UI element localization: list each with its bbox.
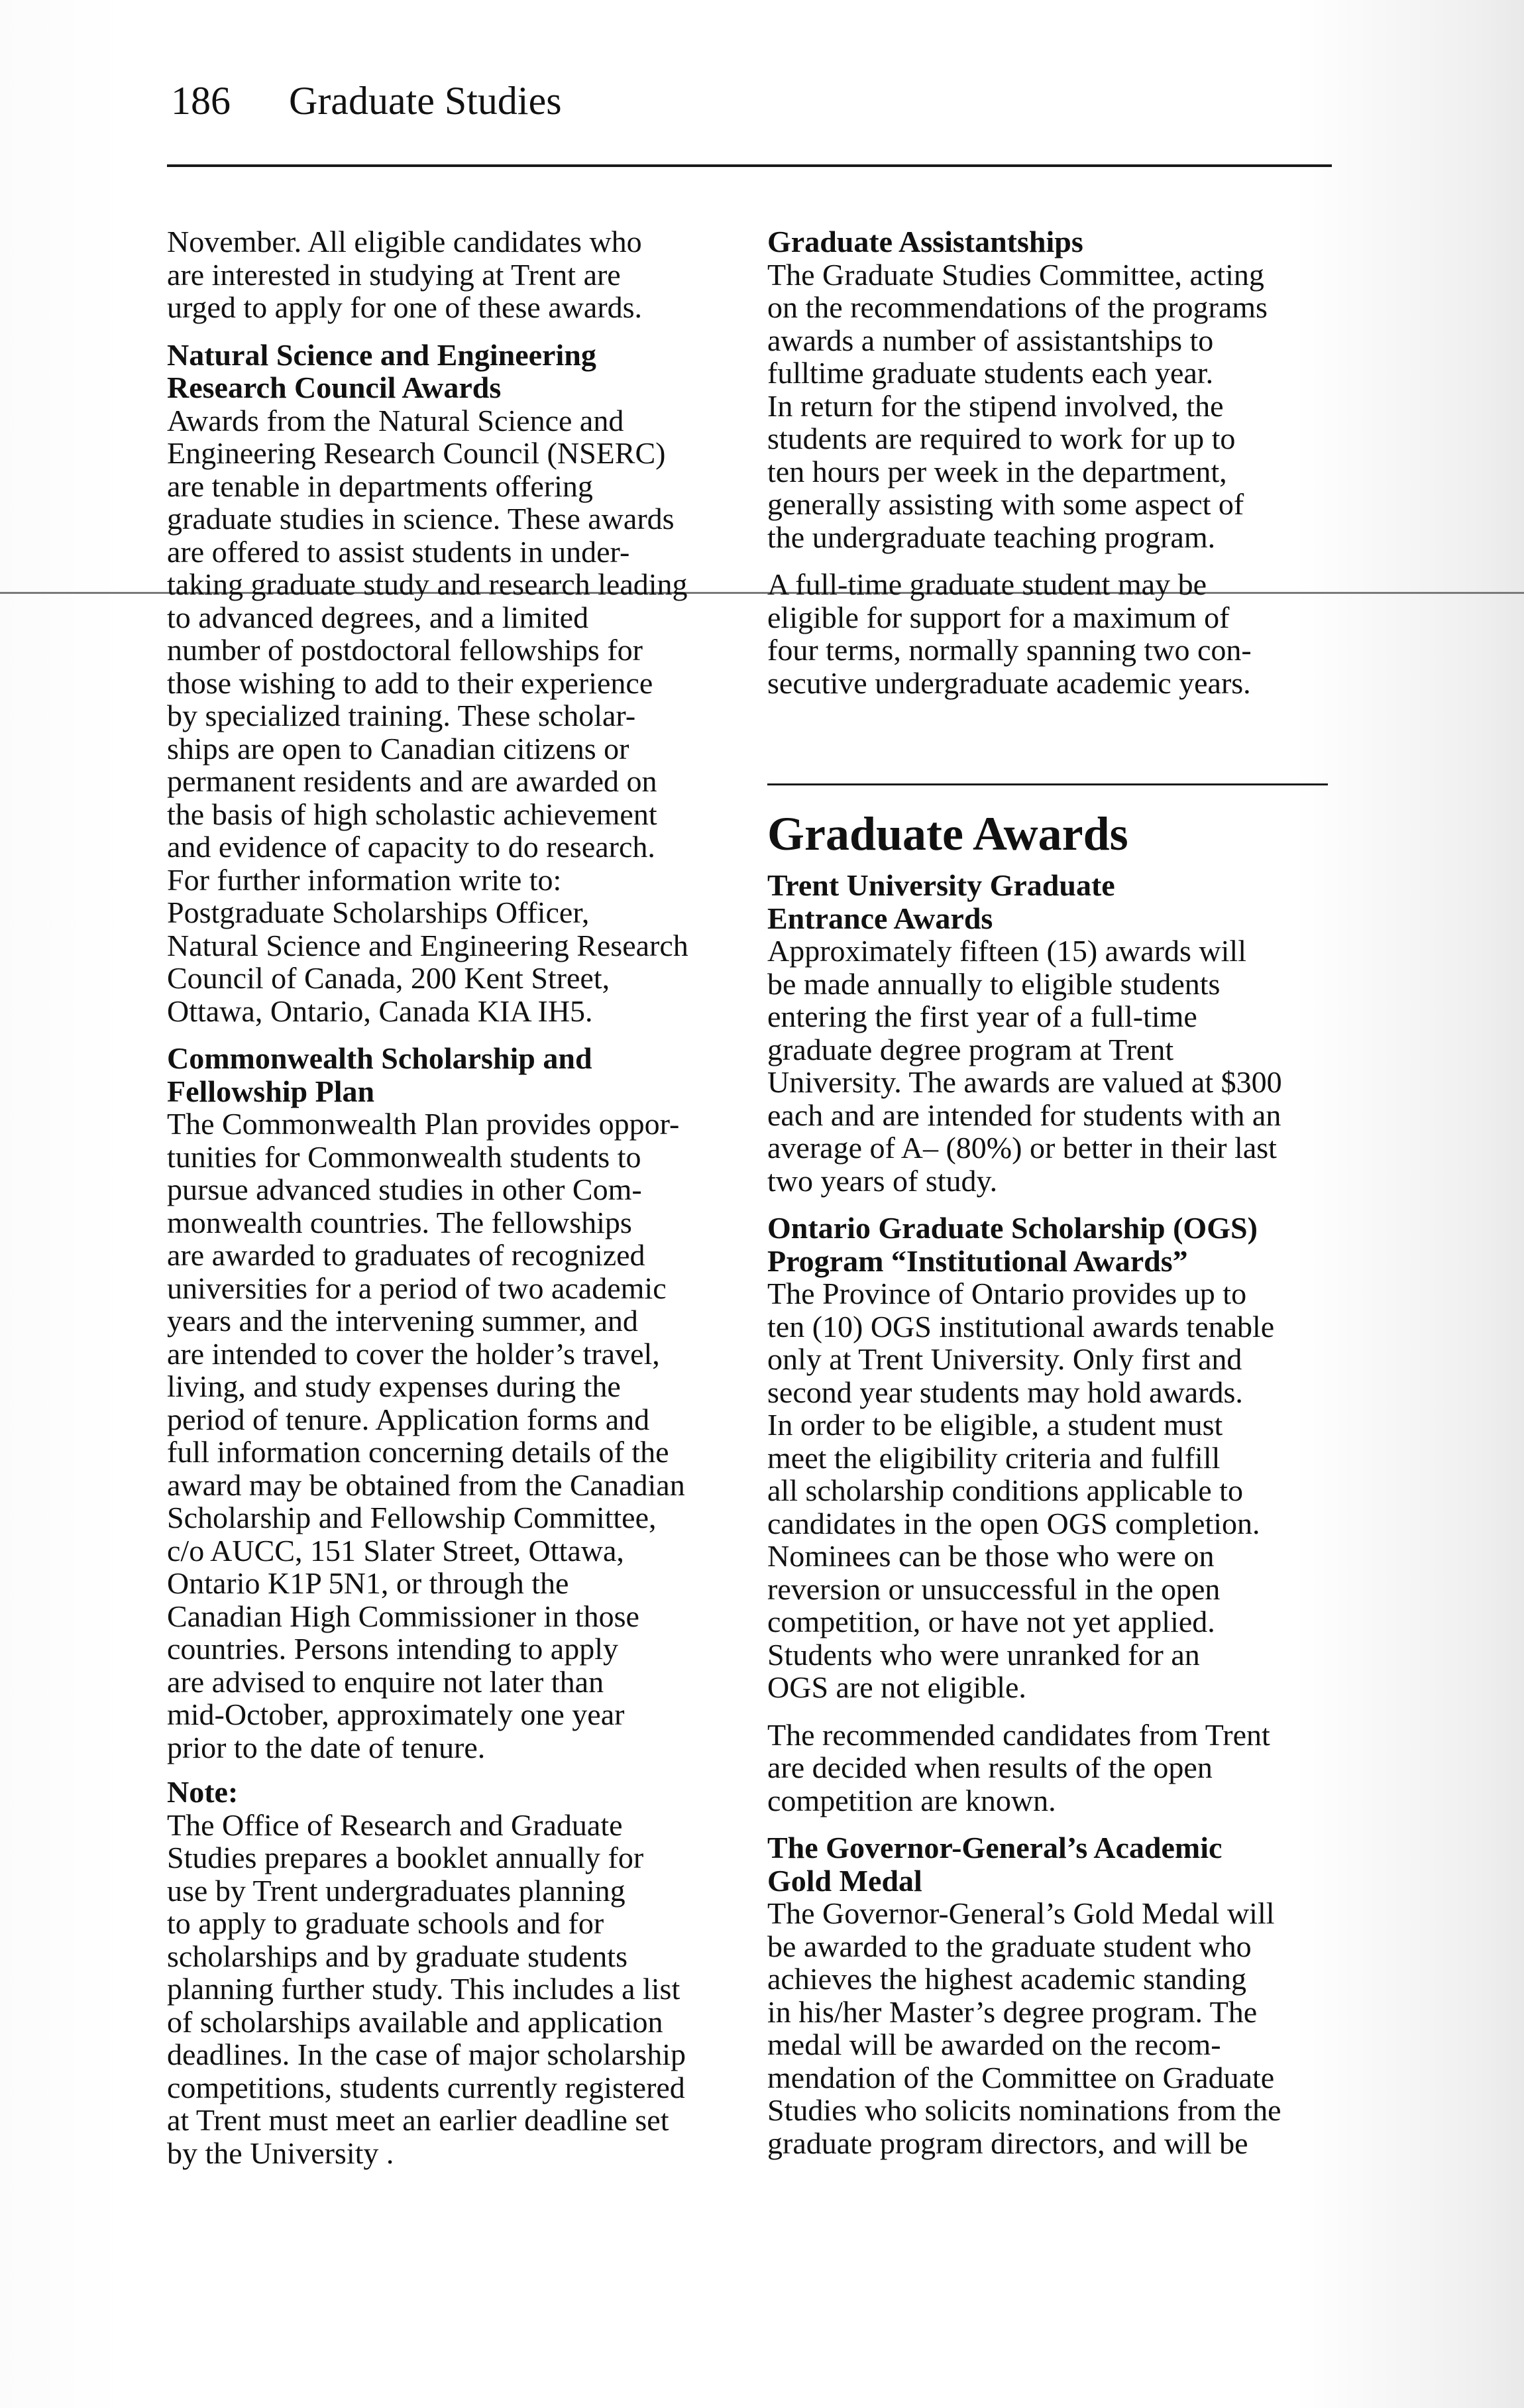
assistantships-paragraph-2: A full-time graduate student may be eligible for support for a maximum of four terms, normally spanning two con- secutive undergraduate academic years. <box>767 567 1252 700</box>
gold-medal-paragraph: The Governor-General’s Gold Medal will be awarded to the graduate student who achieves the highest academic standing in his/her Master’s degree program. The medal will be awarded on the recom- mendation of the Committee on Graduate Studies who solicits nominations from the graduate program directors, and will be <box>767 1896 1281 2160</box>
intro-paragraph: November. All eligible candidates who are interested in studying at Trent are urged to apply for one of these awards. <box>167 225 643 324</box>
ogs-heading: Ontario Graduate Scholarship (OGS) Program “Institutional Awards” <box>767 1211 1258 1278</box>
page-header <box>171 72 562 130</box>
assistantships-paragraph: The Graduate Studies Committee, acting on the recommendations of the programs awards a number of assistantships to fulltime graduate students each year. In return for the stipend involved, the students are required to work for up to ten hours per week in the department, generally assisting with some aspect of the undergraduate teaching program. <box>767 257 1268 554</box>
assistantships-heading: Graduate Assistantships <box>767 225 1083 258</box>
header-rule <box>167 164 1332 167</box>
entrance-awards-paragraph: Approximately fifteen (15) awards will be made annually to eligible students entering the first year of a full-time graduate degree program at Trent University. The awards are valued at $300 each and are intended for students with an average of A– (80%) or better in their last two years of study. <box>767 934 1282 1198</box>
left-column <box>167 225 750 2169</box>
note-paragraph: The Office of Research and Graduate Studies prepares a booklet annually for use by Trent undergraduates planning to apply to graduate schools and for scholarships and by graduate students planning further study. This includes a list of scholarships available and application deadlines. In the case of major scholarship competitions, students currently registered at Trent must meet an earlier deadline set by the University . <box>167 1807 686 2170</box>
running-title: Graduate Studies <box>289 79 562 123</box>
nserc-heading: Natural Science and Engineering Research Council Awards <box>167 337 596 404</box>
page-number: 186 <box>171 79 231 123</box>
entrance-awards-heading: Trent University Graduate Entrance Awards <box>767 868 1115 935</box>
right-column <box>767 225 1350 2160</box>
ogs-paragraph: The Province of Ontario provides up to ten (10) OGS institutional awards tenable only at Trent University. Only first and second year students may hold awards. In order to be eligible, a student must meet the eligibility criteria and fulfill all scholarship conditions applicable to candidates in the open OGS completion. Nominees can be those who were on reversion or unsuccessful in the open competition, or have not yet applied. Students who were unranked for an OGS are not eligible. <box>767 1277 1275 1704</box>
nserc-paragraph: Awards from the Natural Science and Engineering Research Council (NSERC) are tenable in departments offering graduate studies in science. These awards are offered to assist students in under- taking graduate study and research leading to advanced degrees, and a limited number of postdoctoral fellowships for those wishing to add to their experience by specialized training. These scholar- ships are open to Canadian citizens or permanent residents and are awarded on the basis of high scholastic achievement and evidence of capacity to do research. For further information write to: Postgraduate Scholarships Officer, Natural Science and Engineering Research Council of Canada, 200 Kent Street, Ottawa, Ontario, Canada KIA IH5. <box>167 403 688 1028</box>
section-title: Graduate Awards <box>767 807 1128 860</box>
ogs-paragraph-2: The recommended candidates from Trent are decided when results of the open competition are known. <box>767 1717 1270 1817</box>
commonwealth-paragraph: The Commonwealth Plan provides oppor- tunities for Commonwealth students to pursue advanced studies in other Com- monwealth countries. The fellowships are awarded to graduates of recognized universities for a period of two academic years and the intervening summer, and are intended to cover the holder’s travel, living, and study expenses during the period of tenure. Application forms and full information concerning details of the award may be obtained from the Canadian Scholarship and Fellowship Committee, c/o AUCC, 151 Slater Street, Ottawa, Ontario K1P 5N1, or through the Canadian High Commissioner in those countries. Persons intending to apply are advised to enquire not later than mid-October, approximately one year prior to the date of tenure. <box>167 1107 685 1764</box>
commonwealth-heading: Commonwealth Scholarship and Fellowship Plan <box>167 1041 592 1108</box>
section-rule <box>767 783 1328 785</box>
graduate-awards-section <box>767 783 1350 2159</box>
gold-medal-heading: The Governor-General’s Academic Gold Medal <box>767 1831 1223 1898</box>
note-heading: Note: <box>167 1775 239 1809</box>
